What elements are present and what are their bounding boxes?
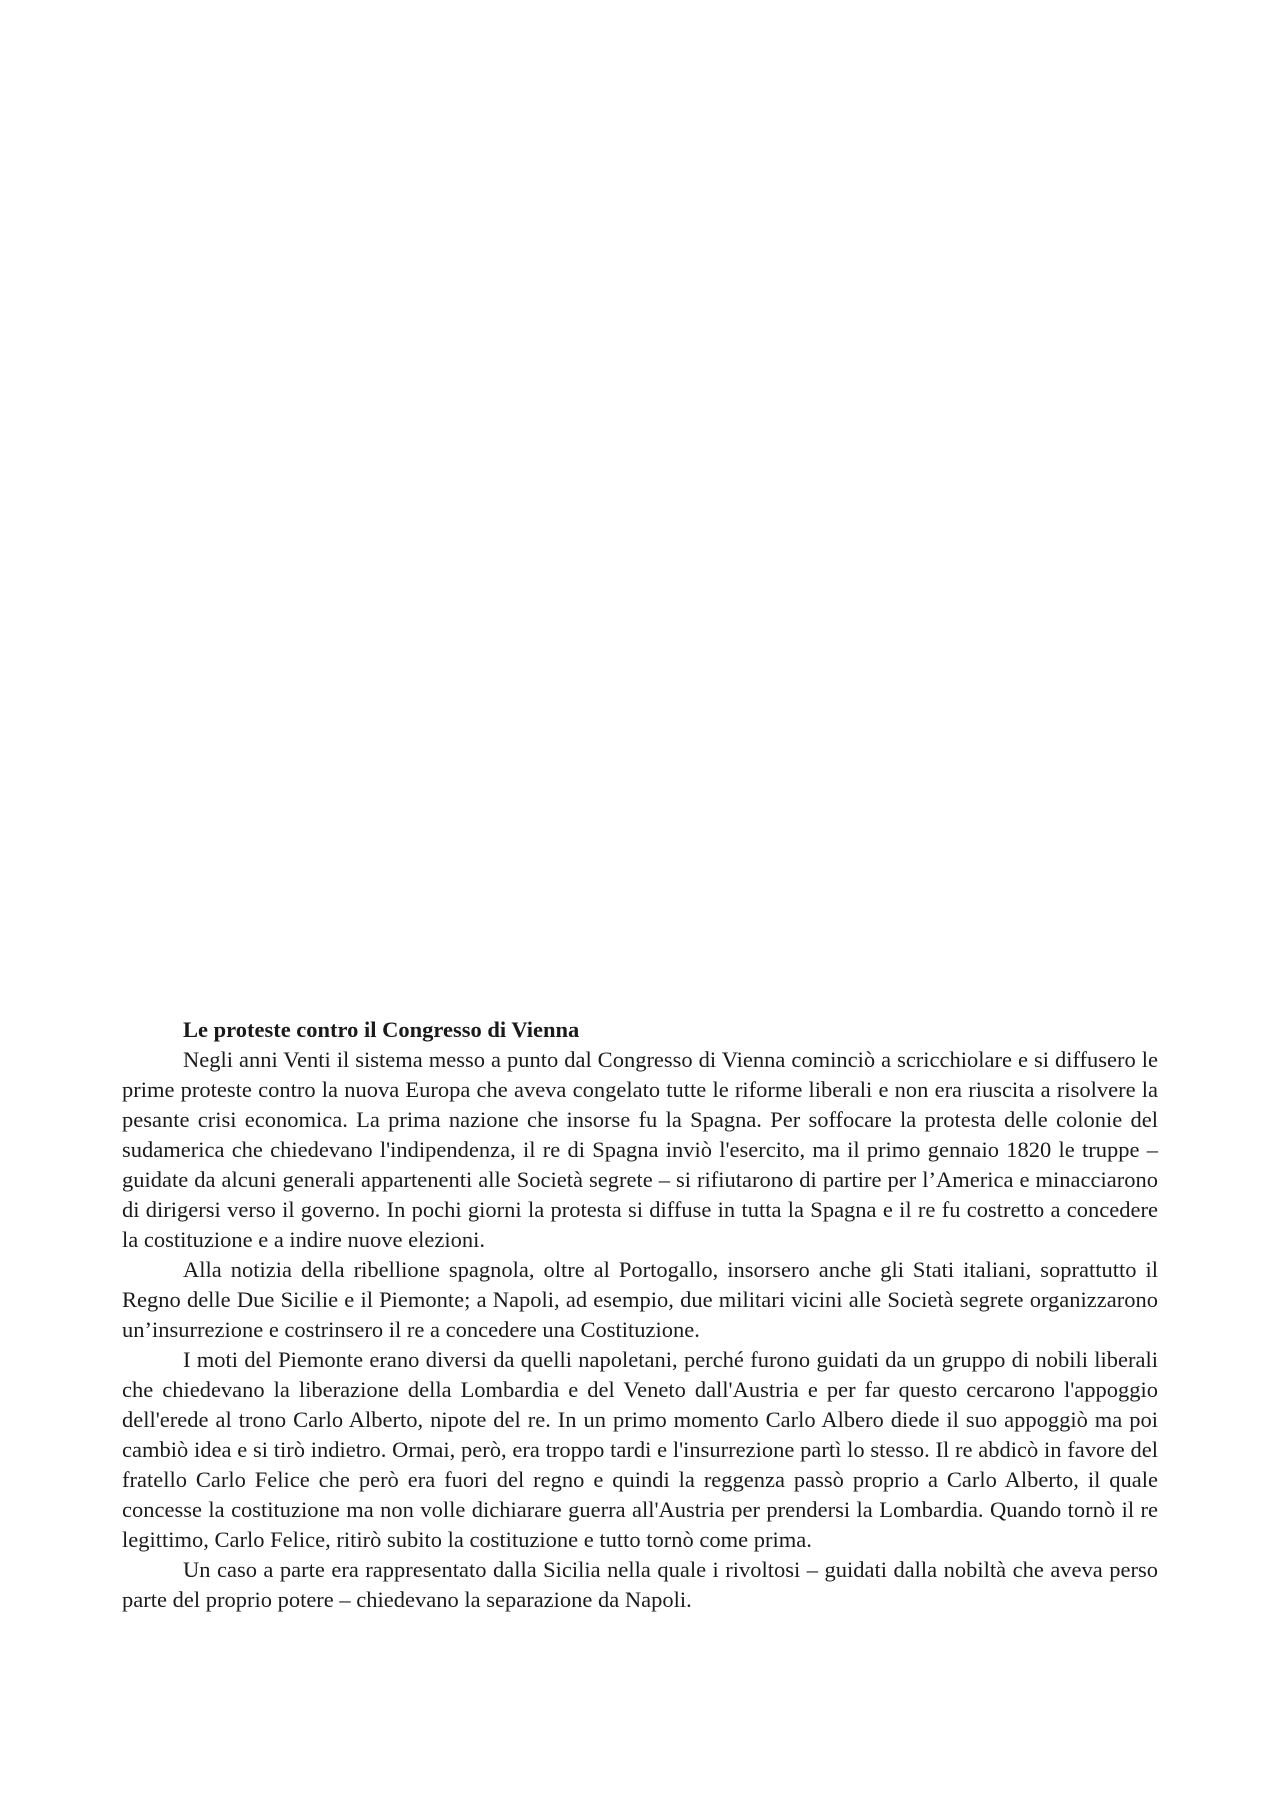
paragraph: I moti del Piemonte erano diversi da quelli napoletani, perché furono guidati da un gruppo di nobili liberali che chiedevano la liberazione della Lombardia e del Veneto dall'Austria e per far questo cercarono l'appoggio dell'erede al trono Carlo Alberto, nipote del re. In un primo momento Carlo Albero diede il suo appoggiò ma poi cambiò idea e si tirò indietro. Ormai, però, era troppo tardi e l'insurrezione partì lo stesso. Il re abdicò in favore del fratello Carlo Felice che però era fuori del regno e quindi la reggenza passò proprio a Carlo Alberto, il quale concesse la costituzione ma non volle dichiarare guerra all'Austria per prendersi la Lombardia. Quando tornò il re legittimo, Carlo Felice, ritirò subito la costituzione e tutto tornò come prima. — [122, 1347, 1158, 1552]
article-body — [122, 1015, 1158, 1615]
paragraph: Alla notizia della ribellione spagnola, oltre al Portogallo, insorsero anche gli Stati italiani, soprattutto il Regno delle Due Sicilie e il Piemonte; a Napoli, ad esempio, due militari vicini alle Società segrete organizzarono un’insurrezione e costrinsero il re a concedere una Costituzione. — [122, 1257, 1158, 1342]
paragraph: Un caso a parte era rappresentato dalla Sicilia nella quale i rivoltosi – guidati dalla nobiltà che aveva perso parte del proprio potere – chiedevano la separazione da Napoli. — [122, 1557, 1158, 1612]
paragraph: Negli anni Venti il sistema messo a punto dal Congresso di Vienna cominciò a scricchiolare e si diffusero le prime proteste contro la nuova Europa che aveva congelato tutte le riforme liberali e non era riuscita a risolvere la pesante crisi economica. La prima nazione che insorse fu la Spagna. Per soffocare la protesta delle colonie del sudamerica che chiedevano l'indipendenza, il re di Spagna inviò l'esercito, ma il primo gennaio 1820 le truppe – guidate da alcuni generali appartenenti alle Società segrete – si rifiutarono di partire per l’America e minacciarono di dirigersi verso il governo. In pochi giorni la protesta si diffuse in tutta la Spagna e il re fu costretto a concedere la costituzione e a indire nuove elezioni. — [122, 1047, 1158, 1252]
section-title: Le proteste contro il Congresso di Vienna — [183, 1017, 580, 1042]
